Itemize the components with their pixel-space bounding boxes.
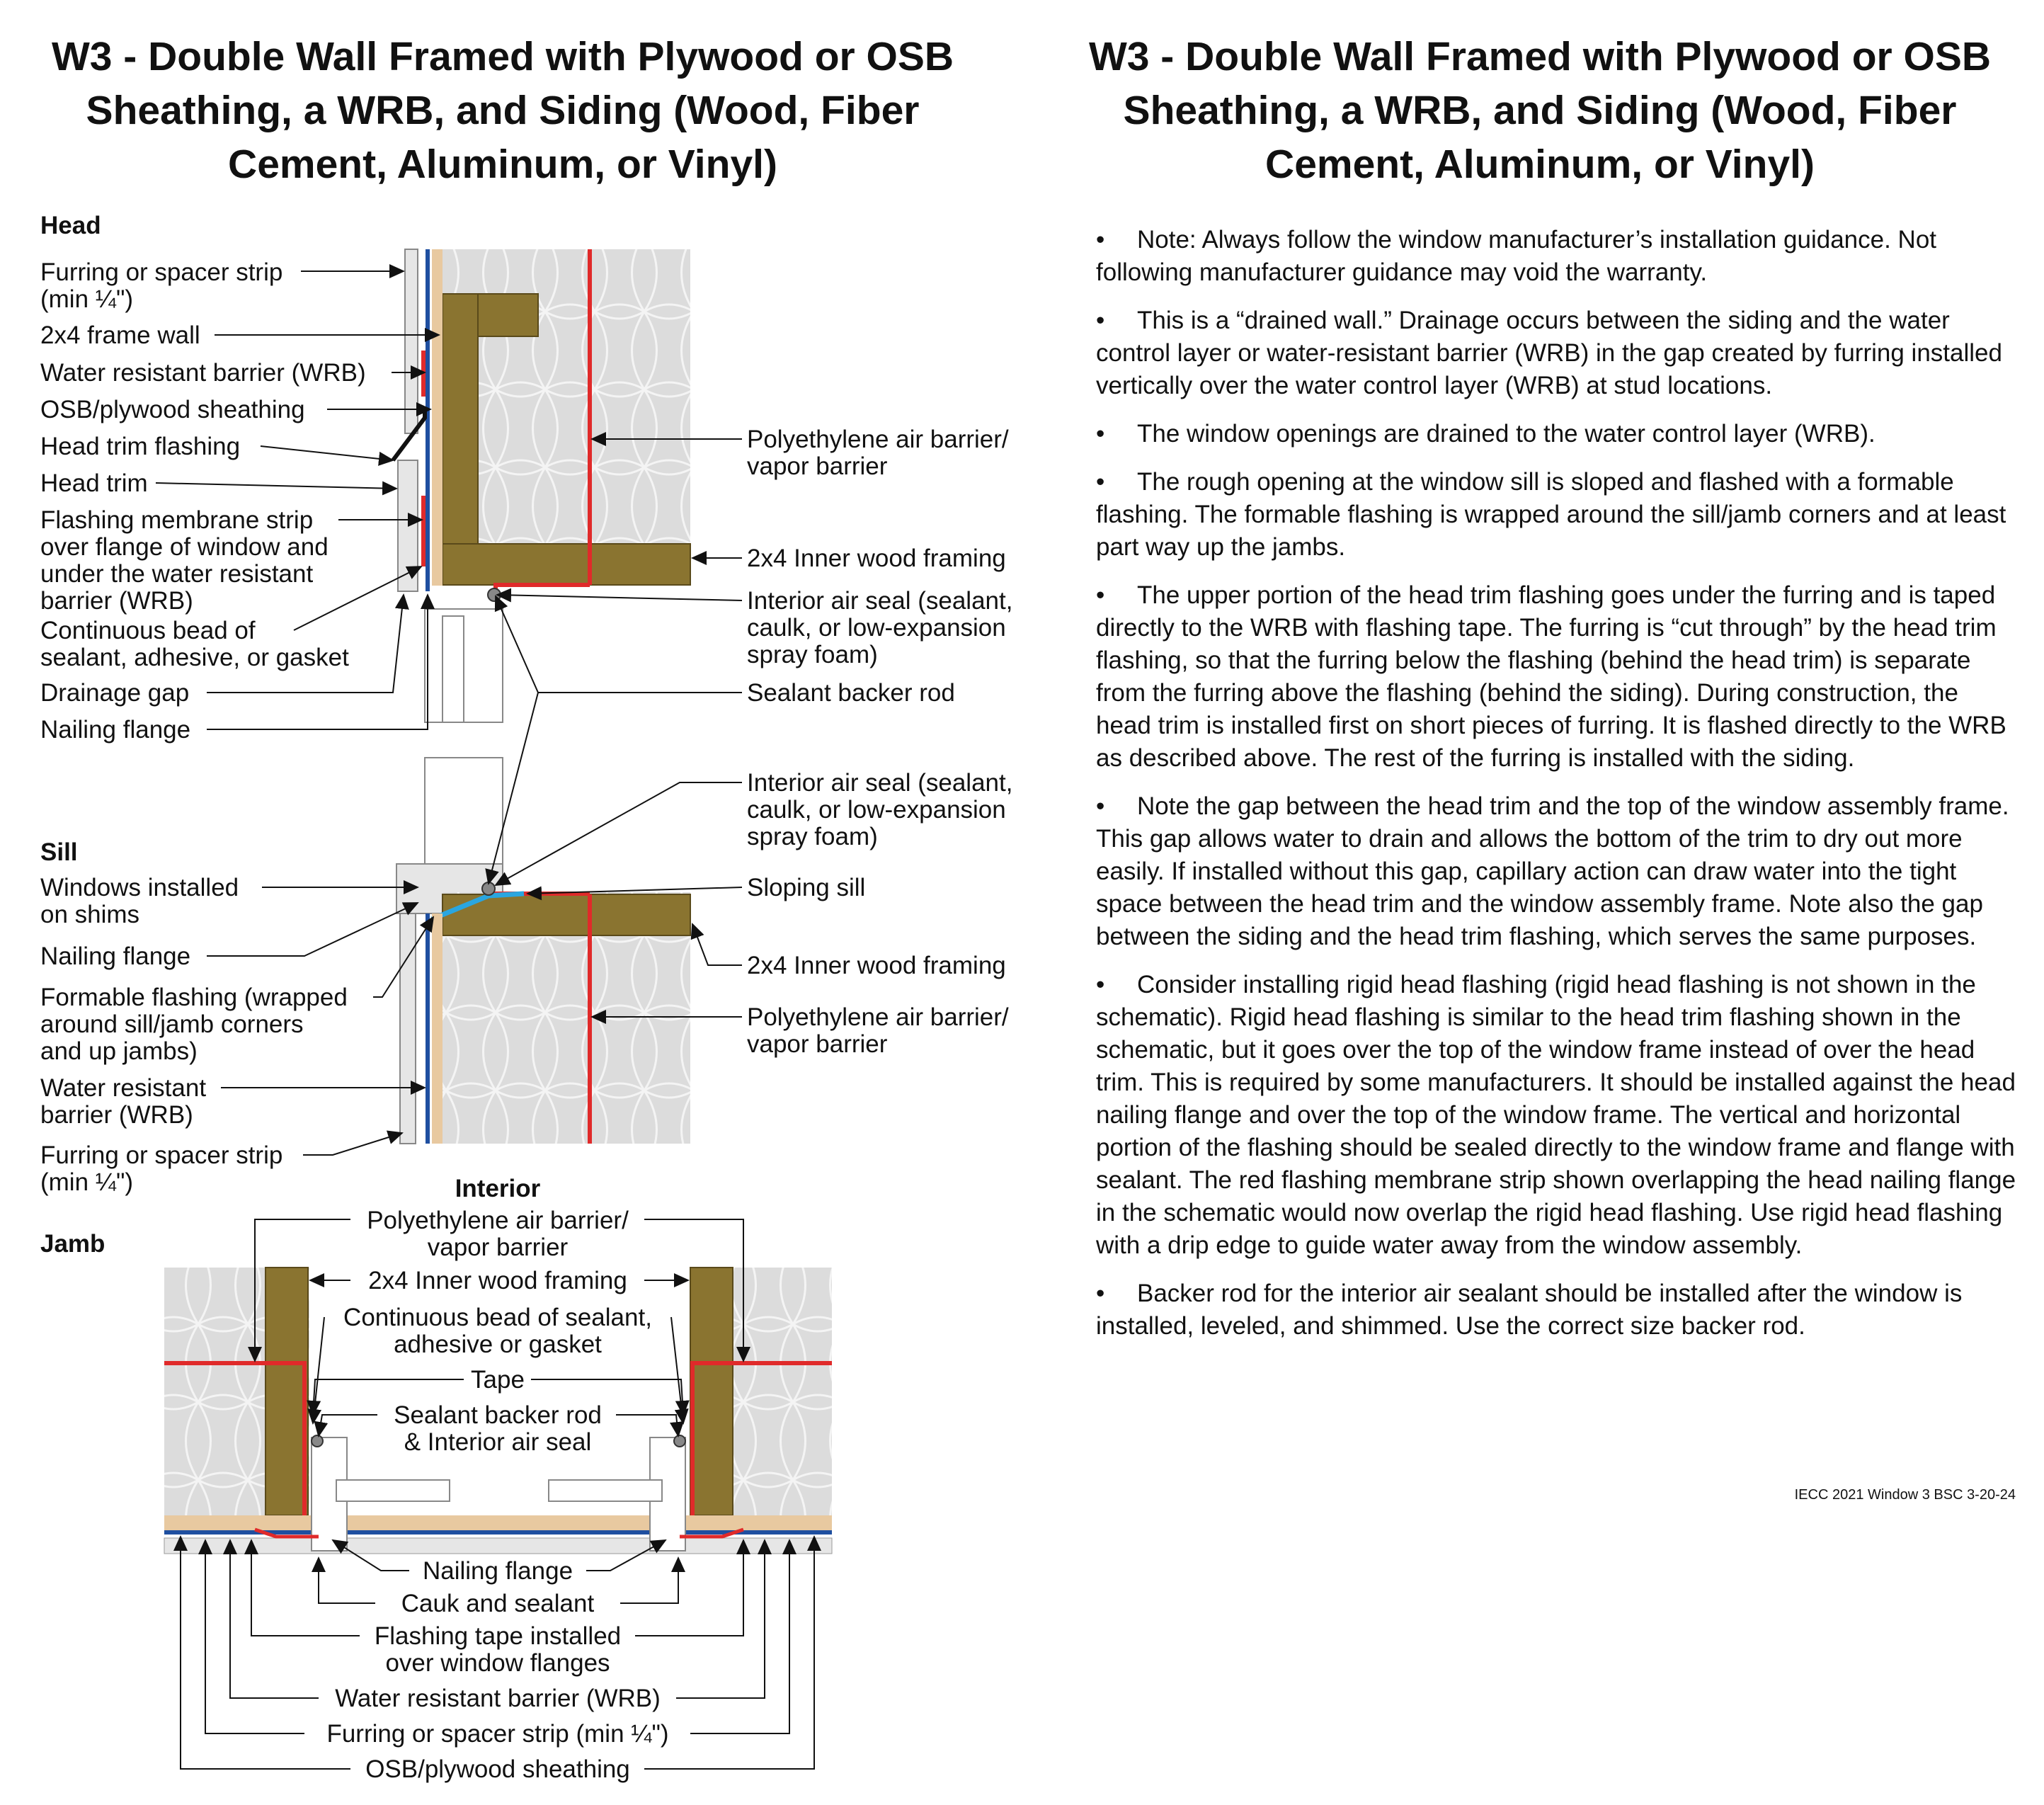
label-head-drainage-gap-line: Drainage gap (40, 679, 190, 707)
leader-head-trim (156, 483, 396, 489)
label-head-wrb-line: Water resistant barrier (WRB) (40, 359, 366, 387)
label-sill-wrb-line: Water resistant (40, 1074, 207, 1102)
label-jamb-sheathing-line: OSB/plywood sheathing (365, 1755, 630, 1783)
leader-jamb-ft-right (635, 1540, 743, 1636)
jamb-backer-right (674, 1435, 685, 1447)
label-sill-inner-framing-line: 2x4 Inner wood framing (747, 952, 1006, 979)
label-head-sheathing (40, 396, 305, 423)
leader-head-interior-seal (497, 595, 742, 600)
label-head-interior-seal-line: Interior air seal (sealant, (747, 587, 1013, 615)
leader-sill-interior-seal (496, 782, 742, 885)
label-head-furring-line: (min ¼") (40, 285, 134, 313)
label-sill-interior-seal (747, 769, 1012, 850)
note-item: • Backer rod for the interior air sealant should be installed after the window is installed, leveled, and shimmed. Use the correct size backer rod. (1096, 1277, 2016, 1343)
label-sill-furring (40, 1141, 282, 1196)
notes-list (1096, 224, 2016, 1358)
label-head-trim-line: Head trim (40, 469, 148, 497)
sill-sheathing (432, 913, 443, 1144)
label-head-interior-seal-line: spray foam) (747, 641, 878, 668)
label-sill-inner-framing (747, 952, 1006, 979)
label-sill-poly-line: vapor barrier (747, 1030, 888, 1058)
label-sill-shims (40, 874, 239, 928)
leader-jamb-wrb-left (230, 1540, 319, 1698)
label-sill-formable-line: and up jambs) (40, 1037, 198, 1065)
label-jamb-backer-line: Sealant backer rod (394, 1401, 602, 1429)
label-jamb-caulk (401, 1590, 595, 1617)
label-head-bead-line: Continuous bead of (40, 617, 256, 644)
label-head-membrane-line: under the water resistant (40, 560, 314, 588)
leader-jamb-caulk-right (620, 1558, 678, 1603)
jamb-backer-left (312, 1435, 323, 1447)
label-head-furring (40, 258, 282, 313)
label-jamb-furring-line: Furring or spacer strip (min ¼") (326, 1720, 669, 1748)
label-jamb-poly (367, 1207, 629, 1261)
label-jamb-wrb-line: Water resistant barrier (WRB) (335, 1685, 661, 1712)
leader-jamb-caulk-left (319, 1558, 375, 1603)
label-sill-wrb-line: barrier (WRB) (40, 1101, 193, 1129)
leader-jamb-wrb-right (676, 1540, 765, 1698)
label-sill-furring-line: (min ¼") (40, 1168, 134, 1196)
label-head-trim (40, 469, 148, 497)
jamb-glazing-right (549, 1480, 662, 1501)
jamb-siding (164, 1538, 832, 1554)
leader-jamb-furring-right (690, 1540, 789, 1733)
label-jamb-nailing-flange-line: Nailing flange (422, 1557, 573, 1585)
label-head-poly-line: vapor barrier (747, 452, 888, 480)
label-sill-furring-line: Furring or spacer strip (40, 1141, 283, 1169)
title-right: W3 - Double Wall Framed with Plywood or OSB Sheathing, a WRB, and Siding (Wood, Fiber Cement, Aluminum, or Vinyl) (1088, 34, 1992, 187)
sill-section (396, 758, 690, 1144)
note-item: • The window openings are drained to the water control layer (WRB). (1096, 418, 2016, 450)
label-sill-shims-line: on shims (40, 901, 140, 928)
head-glazing (443, 616, 464, 722)
label-head-nailing-flange-line: Nailing flange (40, 716, 191, 744)
label-jamb-backer (394, 1401, 602, 1456)
label-head-frame-wall-line: 2x4 frame wall (40, 321, 200, 349)
jamb-sheathing (164, 1515, 832, 1531)
label-jamb-nailing-flange (423, 1557, 573, 1585)
jamb-heading: Jamb (40, 1230, 105, 1258)
label-sill-shims-line: Windows installed (40, 874, 239, 901)
label-head-backer-rod (747, 679, 955, 707)
label-sill-interior-seal-line: Interior air seal (sealant, (747, 769, 1013, 797)
label-jamb-inner-framing (368, 1267, 627, 1294)
note-item: • Note: Always follow the window manufacturer’s installation guidance. Not following manufacturer guidance may void the warranty. (1096, 224, 2016, 289)
head-section (393, 249, 690, 722)
label-jamb-flashing-tape-line: over window flanges (385, 1649, 610, 1677)
label-head-frame-wall (40, 321, 200, 349)
head-sheathing (432, 249, 443, 586)
label-jamb-caulk-line: Cauk and sealant (401, 1590, 595, 1617)
label-head-bead-line: sealant, adhesive, or gasket (40, 644, 349, 671)
label-head-membrane-line: Flashing membrane strip (40, 506, 314, 534)
leader-jamb-backer-right (616, 1415, 678, 1436)
label-jamb-inner-framing-line: 2x4 Inner wood framing (368, 1267, 627, 1294)
label-head-poly-line: Polyethylene air barrier/ (747, 426, 1009, 453)
label-jamb-tape-line: Tape (471, 1366, 525, 1394)
label-head-membrane-line: over flange of window and (40, 533, 329, 561)
label-jamb-furring (326, 1720, 668, 1748)
sill-backer-rod (482, 882, 495, 895)
leader-head-trim-flashing (261, 446, 393, 460)
label-sill-nailing-flange-line: Nailing flange (40, 943, 191, 970)
note-item: • The upper portion of the head trim flashing goes under the furring and is taped directly to the WRB with flashing tape. The furring is “cut through” by the head trim flashing, so that the furring below the flashing (behind the head trim) is separate from the furring above the flashing (behind the siding). During construction, the head trim is installed first on short pieces of furring. It is flashed directly to the WRB as described above. The rest of the furring is installed with the siding. (1096, 579, 2016, 775)
label-jamb-bead (343, 1304, 652, 1358)
label-jamb-tape (471, 1366, 525, 1394)
note-item: • The rough opening at the window sill is sloped and flashed with a formable flashing. The formable flashing is wrapped around the sill/jamb corners and at least part way up the jambs. (1096, 466, 2016, 564)
note-item: • Consider installing rigid head flashing (rigid head flashing is not shown in the schematic). Rigid head flashing is similar to the head trim flashing shown in the schematic, but it goes over the top of the window frame instead of over the head trim. This is required by some manufacturers. It should be installed against the head nailing flange and over the top of the window frame. The vertical and horizontal portion of the flashing should be sealed directly to the window frame and flange with sealant. The red flashing membrane strip shown overlapping the head nailing flange in the schematic would now overlap the rigid head flashing. Use rigid head flashing with a drip edge to guide water away from the window assembly. (1096, 969, 2016, 1262)
label-jamb-sheathing (365, 1755, 630, 1783)
label-sill-sloping (747, 874, 865, 901)
head-siding (405, 249, 418, 433)
jamb-framing-right (690, 1268, 733, 1515)
label-head-interior-seal-line: caulk, or low-expansion (747, 614, 1006, 642)
label-jamb-flashing-tape-line: Flashing tape installed (374, 1622, 622, 1650)
label-jamb-bead-line: adhesive or gasket (394, 1331, 602, 1358)
leader-jamb-furring-left (205, 1540, 304, 1733)
label-head-membrane-line: barrier (WRB) (40, 587, 193, 615)
head-poly-return (496, 585, 590, 592)
label-jamb-backer-line: & Interior air seal (404, 1428, 592, 1456)
head-inner-framing (443, 544, 690, 585)
sill-heading: Sill (40, 838, 78, 866)
label-head-furring-line: Furring or spacer strip (40, 258, 283, 286)
label-sill-poly (747, 1003, 1009, 1058)
label-head-poly (747, 426, 1009, 480)
label-jamb-poly-line: Polyethylene air barrier/ (367, 1207, 629, 1234)
label-head-interior-seal (747, 587, 1012, 668)
label-sill-nailing-flange (40, 943, 190, 970)
head-heading: Head (40, 212, 101, 239)
label-head-inner-framing (747, 545, 1006, 572)
label-head-wrb (40, 359, 366, 387)
label-head-trim-flashing-line: Head trim flashing (40, 433, 241, 460)
head-outer-stud-vertical (443, 294, 478, 584)
label-head-backer-rod-line: Sealant backer rod (747, 679, 955, 707)
leader-sill-nailing-flange (207, 903, 418, 956)
label-jamb-wrb (335, 1685, 661, 1712)
head-trim (398, 460, 418, 591)
leader-sill-inner-framing (692, 924, 742, 965)
title-left: W3 - Double Wall Framed with Plywood or OSB Sheathing, a WRB, and Siding (Wood, Fiber Cement, Aluminum, or Vinyl) (51, 34, 954, 187)
label-sill-interior-seal-line: caulk, or low-expansion (747, 796, 1006, 824)
label-head-trim-flashing (40, 433, 240, 460)
label-head-nailing-flange (40, 716, 190, 744)
jamb-framing-left (266, 1268, 308, 1515)
note-item: • Note the gap between the head trim and the top of the window assembly frame. This gap allows water to drain and allows the bottom of the trim to dry out more easily. If installed without this gap, capillary action can draw water into the tight space between the head trim and the window assembly frame. Note also the gap between the siding and the head trim flashing, which serves the same purposes. (1096, 790, 2016, 953)
label-sill-poly-line: Polyethylene air barrier/ (747, 1003, 1009, 1031)
label-head-membrane (40, 506, 329, 615)
leader-jamb-bead-left (313, 1317, 324, 1423)
leader-sill-furring (303, 1133, 402, 1155)
leader-jamb-ft-left (251, 1540, 360, 1636)
jamb-interior-heading: Interior (455, 1175, 541, 1202)
note-item: • This is a “drained wall.” Drainage occurs between the siding and the water control layer or water-resistant barrier (WRB) in the gap created by furring installed vertically over the water control layer (WRB) at stud locations. (1096, 304, 2016, 402)
label-sill-formable-line: around sill/jamb corners (40, 1010, 304, 1038)
label-jamb-bead-line: Continuous bead of sealant, (343, 1304, 652, 1331)
label-sill-wrb (40, 1074, 206, 1129)
label-sill-sloping-line: Sloping sill (747, 874, 866, 901)
label-sill-formable-line: Formable flashing (wrapped (40, 984, 348, 1011)
label-sill-formable (40, 984, 348, 1065)
leader-jamb-backer-left (319, 1415, 377, 1436)
label-head-drainage-gap (40, 679, 189, 707)
footer-code: IECC 2021 Window 3 BSC 3-20-24 (1794, 1487, 2016, 1503)
label-sill-interior-seal-line: spray foam) (747, 823, 878, 850)
label-jamb-poly-line: vapor barrier (427, 1234, 569, 1261)
leader-head-backer-rod (496, 596, 742, 693)
label-head-inner-framing-line: 2x4 Inner wood framing (747, 545, 1006, 572)
label-jamb-flashing-tape (375, 1622, 621, 1677)
leader-jamb-bead-right (671, 1317, 683, 1423)
label-head-sheathing-line: OSB/plywood sheathing (40, 396, 305, 423)
jamb-glazing-left (336, 1480, 450, 1501)
